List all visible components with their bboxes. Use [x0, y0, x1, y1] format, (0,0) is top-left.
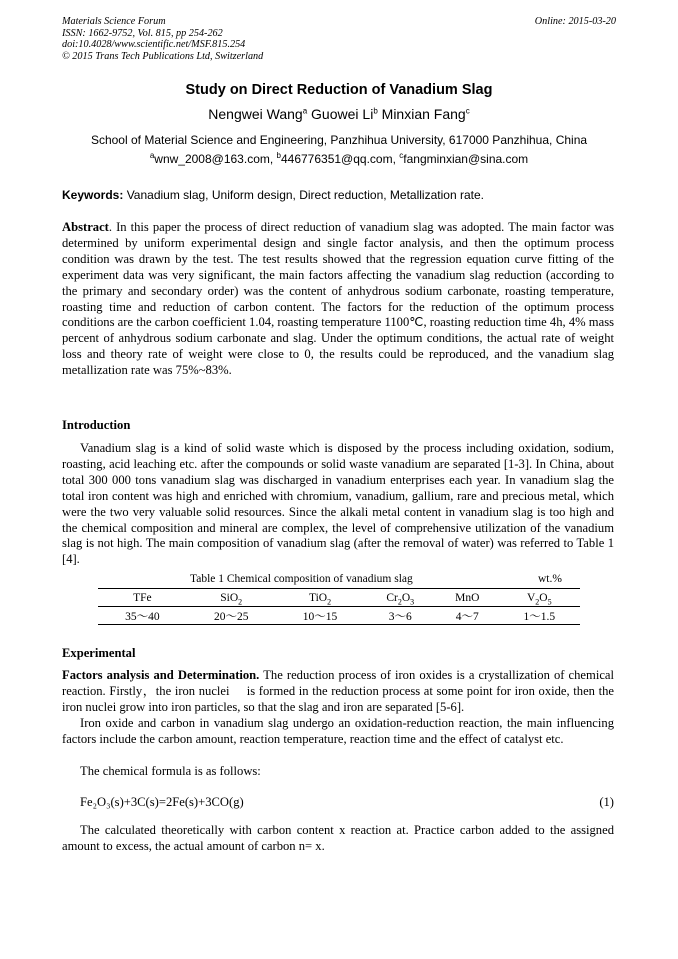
- table-cell: 20～25: [213, 610, 249, 623]
- table-header-cell: [499, 589, 580, 607]
- header-subscript: 2: [327, 596, 332, 606]
- author-emails: [0, 152, 678, 166]
- author-affil-mark: c: [465, 106, 470, 116]
- introduction-heading: Introduction: [62, 418, 131, 432]
- table-header-cell: [276, 589, 365, 607]
- table-header-cell: [436, 589, 499, 607]
- equation-1: [80, 795, 614, 810]
- header-text: O: [539, 591, 548, 604]
- header-subscript: 3: [410, 596, 415, 606]
- paper-title: Study on Direct Reduction of Vanadium Slag: [185, 82, 493, 98]
- table-unit: wt.%: [538, 573, 562, 585]
- online-date: Online: 2015-03-20: [534, 16, 616, 27]
- introduction-paragraph: Vanadium slag is a kind of solid waste which is disposed by the process including oxidation, sodium, roasting, acid leaching etc. after the compounds or solid waste vanadium are separated [1-3]. In China, about total 300 000 tons vanadium slag was discharged in vanadium enterprises each year. In vanadium slag the total iron content was high and enriched with chromium, vanadium, gallium, rare and precious metal, which were the two very valuable solid resources. Since the alkali metal content in vanadium slag is too high and the chemical composition and mineral are complex, the level of comprehensive utilization of the vanadium slag is not high. The main composition of vanadium slag (after the removal of water) was referred to Table 1 [4].: [62, 441, 614, 567]
- abstract-label: Abstract: [62, 220, 109, 234]
- email-mark: a: [149, 151, 155, 160]
- header-text: Cr: [386, 591, 398, 604]
- author-affil-mark: b: [373, 106, 378, 116]
- table-grid: [98, 588, 580, 625]
- abstract: [62, 220, 614, 379]
- table-header-cell: [364, 589, 436, 607]
- header-text: TFe: [133, 591, 152, 604]
- header-text: O: [401, 591, 411, 604]
- author-name: Guowei Li: [311, 106, 374, 122]
- equation-number: (1): [599, 795, 614, 809]
- experimental-subheading: Factors analysis and Determination.: [62, 668, 260, 682]
- header-subscript: 2: [238, 596, 243, 606]
- email-address: wnw_2008@163.com,: [154, 152, 277, 166]
- affiliation: School of Material Science and Engineering, Panzhihua University, 617000 Panzhihua, China: [90, 133, 588, 147]
- author-affil-mark: a: [302, 106, 308, 116]
- author-list: [0, 106, 678, 122]
- experimental-text: The reduction process of iron oxides is a crystallization of chemical reaction. Firstly，the iron nuclei is formed in the reduction process at some point for iron oxide, then the iron nuclei grow into iron particles, so that the slag and iron are separated [5-6].: [62, 668, 614, 714]
- header-text: TiO: [308, 591, 328, 604]
- email-address: 446776351@qq.com,: [280, 152, 396, 166]
- table-cell: 10～15: [302, 610, 338, 623]
- keywords-label: Keywords:: [62, 188, 124, 202]
- table-cell: 35～40: [125, 610, 160, 623]
- table-cell: 3～6: [388, 610, 412, 623]
- composition-table: [98, 573, 580, 625]
- header-text: SiO: [220, 591, 239, 604]
- header-subscript: 5: [547, 596, 552, 606]
- journal-doi: doi:10.4028/www.scientific.net/MSF.815.254: [62, 39, 246, 50]
- equation-text: Fe₂O₃(s)+3C(s)=2Fe(s)+3CO(g): [80, 795, 244, 809]
- abstract-text: . In this paper the process of direct reduction of vanadium slag was adopted. The main factor was determined by uniform experimental design and single factor analysis, and then the optimum process condition was drawn by the test. The test results showed that the regression equation curve fitting of the experiment data was very significant, the main factors affecting the vanadium slag reduction (according to the primary and secondary order) was the content of anhydrous sodium carbonate, roasting temperature, roasting time and reduction of carbon content. The factors for the reduction of the optimum process conditions are the carbon coefficient 1.04, roasting temperature 1100℃, roasting reduction time 4h, 4% mass percent of anhydrous sodium carbonate and slag. Under the optimum conditions, the actual rate of weight loss and theory rate of weight were close to 0, the results could be reproduced, and the vanadium slag metallization rate was 75%~83%.: [62, 220, 614, 378]
- header-subscript: 2: [397, 596, 402, 606]
- header-text: V: [526, 591, 536, 604]
- author-name: Minxian Fang: [381, 106, 466, 122]
- keywords: [62, 188, 616, 202]
- journal-header: [62, 16, 616, 62]
- experimental-paragraph-3: The chemical formula is as follows:: [80, 764, 261, 778]
- experimental-paragraph-1: [62, 668, 614, 716]
- email-mark: c: [399, 151, 404, 160]
- email-address: fangminxian@sina.com: [403, 152, 529, 166]
- author-name: Nengwei Wang: [208, 106, 303, 122]
- header-subscript: 2: [535, 596, 540, 606]
- table-header-row: [98, 589, 580, 607]
- table-cell: 1～1.5: [523, 610, 556, 623]
- table-header-cell: [187, 589, 276, 607]
- table-caption: Table 1 Chemical composition of vanadium slag: [190, 573, 413, 585]
- journal-name: Materials Science Forum: [62, 16, 166, 27]
- table-row: [98, 607, 580, 625]
- journal-issn: ISSN: 1662-9752, Vol. 815, pp 254-262: [62, 27, 223, 39]
- table-header-cell: [98, 589, 187, 607]
- experimental-paragraph-4: The calculated theoretically with carbon content x reaction at. Practice carbon added to the assigned amount to excess, the actual amount of carbon n= x.: [62, 823, 614, 853]
- header-text: MnO: [455, 591, 480, 604]
- journal-copyright: © 2015 Trans Tech Publications Ltd, Switzerland: [62, 50, 264, 62]
- keywords-text: Vanadium slag, Uniform design, Direct reduction, Metallization rate.: [123, 188, 484, 202]
- email-mark: b: [276, 151, 281, 160]
- experimental-heading: Experimental: [62, 646, 136, 660]
- experimental-paragraph-2: Iron oxide and carbon in vanadium slag undergo an oxidation-reduction reaction, the main influencing factors include the carbon amount, reaction temperature, reaction time and the effect of catalyst etc.: [62, 716, 614, 746]
- table-cell: 4～7: [455, 610, 479, 623]
